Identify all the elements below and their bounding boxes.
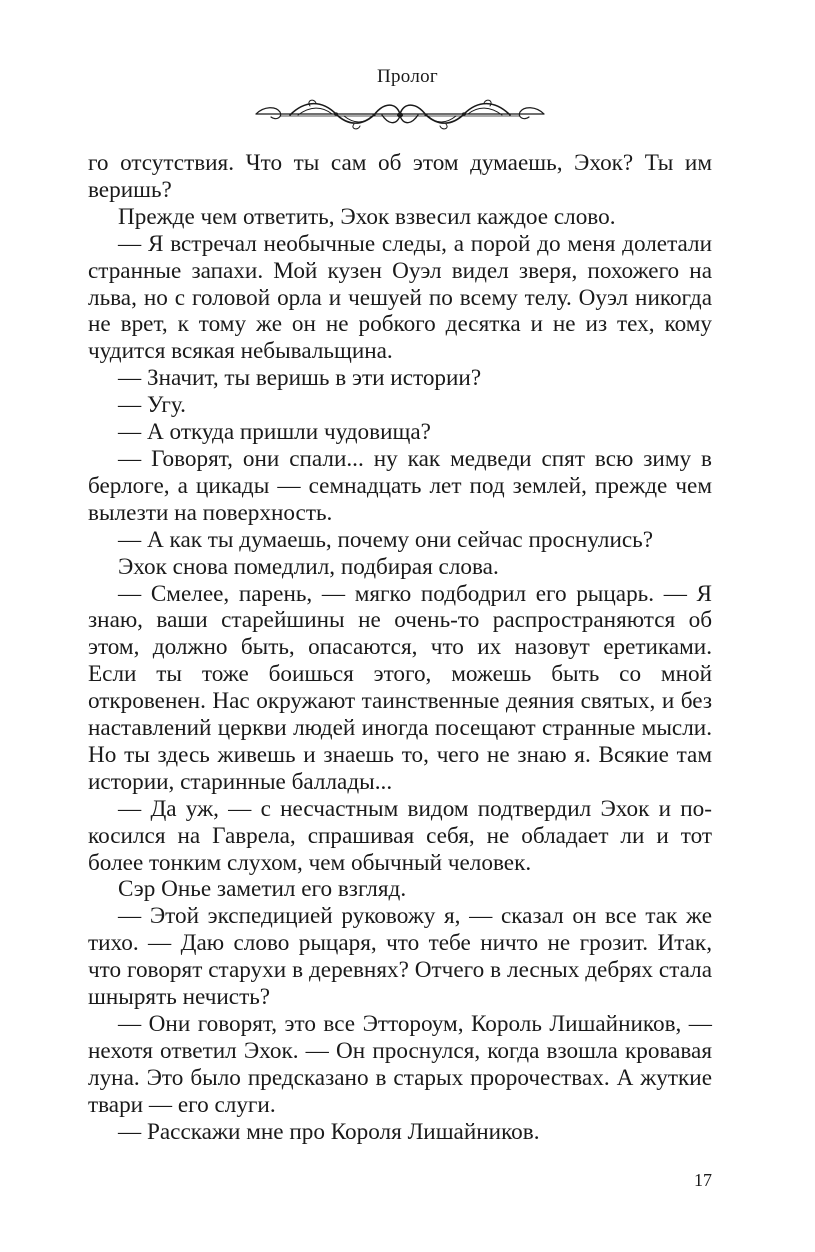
paragraph: — А откуда пришли чудовища? [118,419,431,446]
paragraph: Сэр Онье заметил его взгляд. [118,876,407,903]
paragraph: — Смелее, парень, — мягко подбодрил его рыцарь. — Я знаю, ваши старейшины не очень-то распространяются об этом, должно быть, опасаются, что их назовут еретиками. Если ты тоже боишься этого, можешь быть со мной откровенен. Нас окружают таинственные деяния святых, и без наставлений церкви людей иногда посещают странные мысли. Но ты здесь живешь и знаешь то, чего не знаю я. Всякие там истории, старинные баллады... [88,580,712,795]
paragraph: — Расскажи мне про Короля Лишайников. [118,1118,540,1145]
paragraph: Эхок снова помедлил, подбирая слова. [118,553,499,580]
body-text [88,150,712,1146]
paragraph: — Значит, ты веришь в эти истории? [118,365,482,392]
vine-divider-icon [250,96,550,132]
paragraph: — Говорят, они спали... ну как медведи спят всю зиму в берлоге, а цикады — семнадцать лет под землей, прежде чем вылезти на поверхность. [88,445,712,526]
running-title: Пролог [376,66,439,87]
paragraph: — Этой экспедицией руковожу я, — сказал он все так же тихо. — Даю слово рыцаря, что тебе ничто не грозит. Итак, что говорят старухи в деревнях? Отчего в лесных дебрях стала шнырять нечисть? [88,903,712,1011]
paragraph: го отсутствия. Что ты сам об этом думаешь, Эхок? Ты им веришь? [88,150,712,203]
paragraph: — Да уж, — с несчастным видом подтвердил Эхок и покосился на Гаврела, спрашивая себя, не обладает ли и тот более тонким слухом, чем обычный человек. [88,795,712,876]
paragraph: — Они говорят, это все Эттороум, Король Лишайников, — нехотя ответил Эхок. — Он проснулся, когда взошла кровавая луна. Это было предсказано в старых пророчествах. А жуткие твари — его слуги. [88,1011,712,1118]
paragraph: — Угу. [118,392,186,419]
paragraph: Прежде чем ответить, Эхок взвесил каждое слово. [118,203,616,230]
page-number: 17 [694,1170,712,1190]
paragraph: — Я встречал необычные следы, а порой до меня долетали странные запахи. Мой кузен Оуэл видел зверя, похожего на льва, но с головой орла и чешуей по всему телу. Оуэл никогда не врет, к тому же он не робкого десятка и не из тех, кому чудится всякая небывальщина. [88,230,712,365]
paragraph: — А как ты думаешь, почему они сейчас проснулись? [118,526,654,553]
